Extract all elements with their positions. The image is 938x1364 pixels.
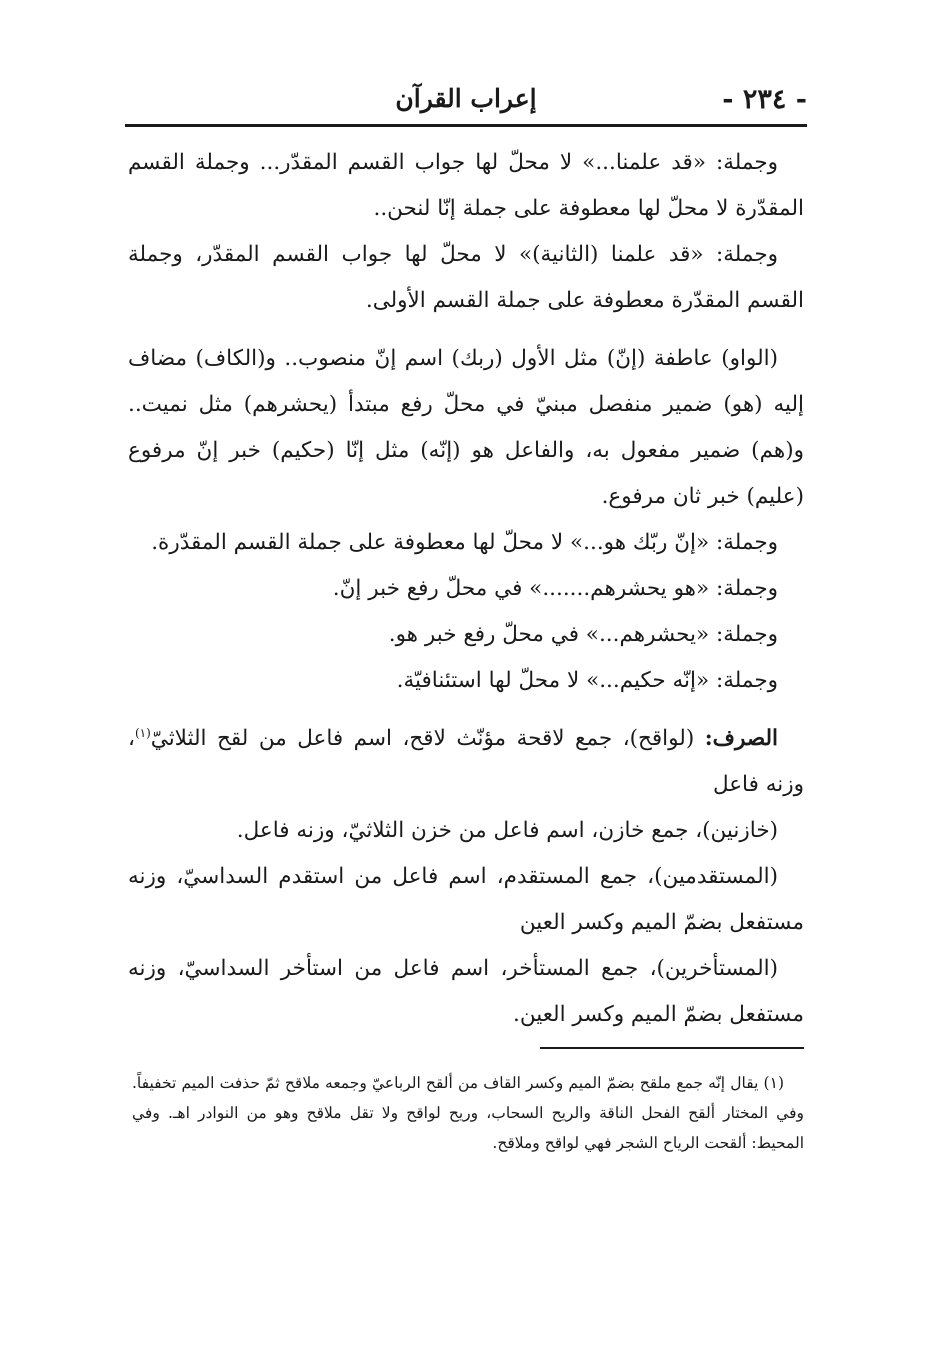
- paragraph: وجملة: «إنّه حكيم...» لا محلّ لها استئنافيّة.: [396, 668, 778, 693]
- header-divider: [125, 124, 807, 127]
- sarf-paragraph: [128, 716, 804, 808]
- sarf-text: (لواقح)، جمع لاقحة مؤنّث لاقح، اسم فاعل من لقح الثلاثيّ: [150, 726, 695, 751]
- paragraph: (المستقدمين)، جمع المستقدم، اسم فاعل من استقدم السداسيّ، وزنه مستفعل بضمّ الميم وكسر العين: [128, 864, 804, 935]
- footnote-marker: (١): [134, 725, 151, 740]
- paragraph: وجملة: «إنّ ربّك هو...» لا محلّ لها معطوفة على جملة القسم المقدّرة.: [151, 530, 778, 555]
- book-title: إعراب القرآن: [395, 84, 537, 113]
- paragraph: وجملة: «هو يحشرهم.......» في محلّ رفع خبر إنّ.: [332, 576, 778, 601]
- sarf-text-end: ، وزنه فاعل: [128, 726, 804, 797]
- paragraph: وجملة: «قد علمنا (الثانية)» لا محلّ لها جواب القسم المقدّر، وجملة القسم المقدّرة معطوفة على جملة القسم الأولى.: [128, 242, 804, 313]
- paragraph: وجملة: «قد علمنا...» لا محلّ لها جواب القسم المقدّر... وجملة القسم المقدّرة لا محلّ لها معطوفة على جملة إنّا لنحن..: [128, 150, 804, 221]
- footnote-divider: [540, 1047, 804, 1049]
- sarf-label: الصرف:: [704, 726, 778, 751]
- page-header: [125, 78, 807, 122]
- paragraph: (المستأخرين)، جمع المستأخر، اسم فاعل من استأخر السداسيّ، وزنه مستفعل بضمّ الميم وكسر العين.: [128, 956, 804, 1027]
- footnote-text: (١) يقال إنّه جمع ملقح بضمّ الميم وكسر القاف من ألقح الرباعيّ وجمعه ملاقح ثمّ حذفت الميم تخفيفاً. وفي المختار ألقح الفحل الناقة والريح السحاب، وريح لواقح ولا تقل ملاقح وهو من النوادر اهـ. وفي المحيط: ألقحت الرياح الشجر فهي لواقح وملاقح.: [132, 1074, 804, 1152]
- footnote: [132, 1068, 804, 1158]
- paragraph: وجملة: «يحشرهم...» في محلّ رفع خبر هو.: [388, 622, 778, 647]
- main-text: [128, 140, 804, 1038]
- page-number: - ٢٣٤ -: [722, 84, 807, 115]
- paragraph: (الواو) عاطفة (إنّ) مثل الأول (ربك) اسم إنّ منصوب.. و(الكاف) مضاف إليه (هو) ضمير منفصل مبنيّ في محلّ رفع مبتدأ (يحشرهم) مثل نميت.. و(هم) ضمير مفعول به، والفاعل هو (إنّه) مثل إنّا (حكيم) خبر إنّ مرفوع (عليم) خبر ثان مرفوع.: [128, 346, 804, 509]
- paragraph: (خازنين)، جمع خازن، اسم فاعل من خزن الثلاثيّ، وزنه فاعل.: [236, 818, 778, 843]
